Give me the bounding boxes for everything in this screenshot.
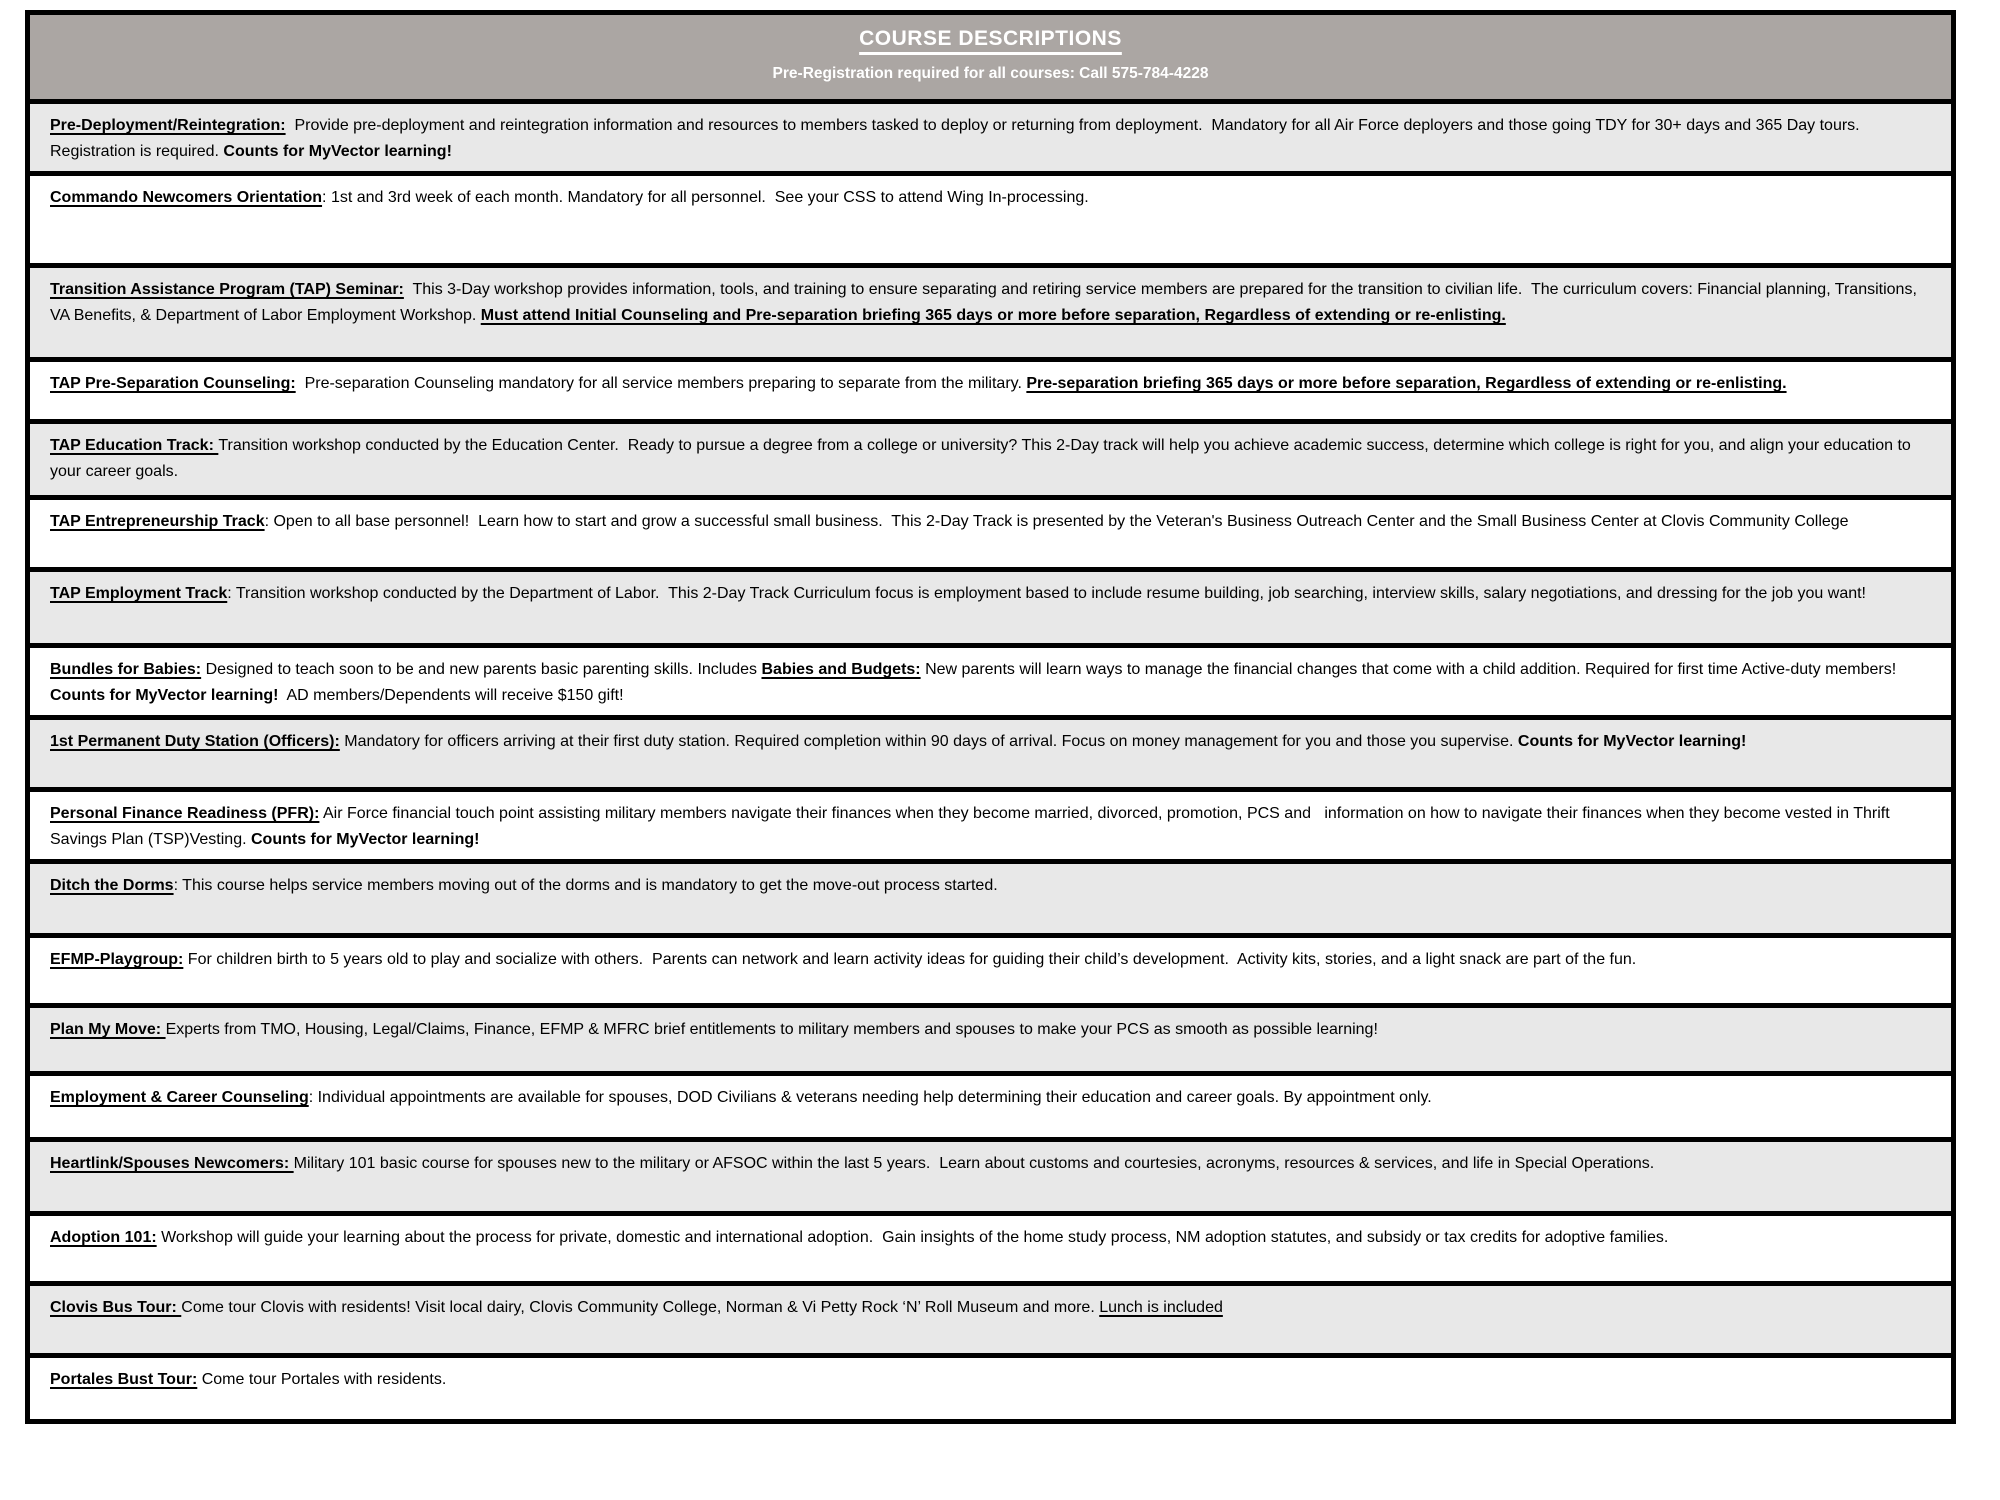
course-title: EFMP-Playgroup: bbox=[50, 951, 184, 968]
text-segment: Transition workshop conducted by the Education Center. Ready to pursue a degree from a college or university? This 2-Day track will help you achieve academic success, determine which college is right for you, and align your education to your career goals. bbox=[50, 437, 1916, 480]
course-title: Pre-separation briefing 365 days or more before separation, Regardless of extending or re-enlisting. bbox=[1026, 375, 1787, 392]
text-segment: Pre-separation Counseling mandatory for all service members preparing to separate from the military. bbox=[295, 375, 1027, 392]
text-segment: Workshop will guide your learning about the process for private, domestic and international adoption. Gain insights of the home study process, NM adoption statutes, and subsidy or tax credits for adoptive families. bbox=[156, 1229, 1669, 1246]
course-row-pre-deployment-reintegration bbox=[30, 99, 1951, 171]
course-description bbox=[50, 1225, 1929, 1251]
course-row-portales-bust-tour bbox=[30, 1353, 1951, 1419]
text-segment: : Transition workshop conducted by the Department of Labor. This 2-Day Track Curriculum focus is employment based to include resume building, job searching, interview skills, salary negotiations, and dressing for the job you want! bbox=[227, 585, 1866, 602]
text-segment: Air Force financial touch point assisting military members navigate their finances when they become married, divorced, promotion, PCS and information on how to navigate their finances when they become vested in Thrift Savings Plan (TSP)Vesting. bbox=[50, 805, 1895, 848]
page-title: COURSE DESCRIPTIONS bbox=[859, 27, 1122, 50]
course-description bbox=[50, 1151, 1929, 1177]
text-segment: For children birth to 5 years old to play and socialize with others. Parents can network and learn activity ideas for guiding their child’s development. Activity kits, stories, and a light snack are part of the fun. bbox=[183, 951, 1637, 968]
text-segment: Counts for MyVector learning! bbox=[250, 831, 480, 848]
text-segment: : This course helps service members moving out of the dorms and is mandatory to get the move-out process started. bbox=[173, 877, 998, 894]
course-title: Bundles for Babies: bbox=[50, 661, 202, 678]
course-row-ditch-the-dorms bbox=[30, 859, 1951, 933]
course-row-efmp-playgroup bbox=[30, 933, 1951, 1003]
course-description bbox=[50, 581, 1929, 607]
course-title: Ditch the Dorms bbox=[50, 877, 174, 894]
course-description bbox=[50, 371, 1929, 397]
text-segment: Come tour Clovis with residents! Visit local dairy, Clovis Community College, Norman & Vi Petty Rock ‘N’ Roll Museum and more. bbox=[181, 1299, 1100, 1316]
course-title: TAP Employment Track bbox=[50, 585, 228, 602]
text-segment: Designed to teach soon to be and new parents basic parenting skills. Includes bbox=[201, 661, 762, 678]
course-row-heartlink-spouses-newcomers bbox=[30, 1137, 1951, 1211]
course-description bbox=[50, 277, 1929, 329]
course-description bbox=[50, 729, 1929, 755]
course-title: TAP Education Track: bbox=[50, 437, 219, 454]
course-row-plan-my-move bbox=[30, 1003, 1951, 1071]
course-title: TAP Entrepreneurship Track bbox=[50, 513, 265, 530]
text-segment: Counts for MyVector learning! bbox=[223, 143, 452, 160]
course-row-tap-entrepreneurship-track bbox=[30, 495, 1951, 567]
course-row-clovis-bus-tour bbox=[30, 1281, 1951, 1353]
text-segment: : 1st and 3rd week of each month. Mandatory for all personnel. See your CSS to attend Wing In-processing. bbox=[322, 189, 1089, 206]
text-segment: Lunch is included bbox=[1099, 1299, 1223, 1316]
course-title: Portales Bust Tour: bbox=[50, 1371, 198, 1388]
course-description bbox=[50, 1085, 1929, 1111]
course-title: Pre-Deployment/Reintegration: bbox=[50, 117, 286, 134]
course-description bbox=[50, 947, 1929, 973]
course-row-tap-pre-separation-counseling bbox=[30, 357, 1951, 419]
text-segment: : Open to all base personnel! Learn how to start and grow a successful small business. This 2-Day Track is presented by the Veteran's Business Outreach Center and the Small Business Center at Clovis Community College bbox=[264, 513, 1849, 530]
text-segment: New parents will learn ways to manage the financial changes that come with a child addition. Required for first time Active-duty members! bbox=[920, 661, 1901, 678]
course-title: Transition Assistance Program (TAP) Seminar: bbox=[50, 281, 404, 298]
course-row-first-permanent-duty-station-officers bbox=[30, 715, 1951, 787]
course-row-personal-finance-readiness bbox=[30, 787, 1951, 859]
course-descriptions-table bbox=[25, 10, 1956, 1424]
course-description bbox=[50, 185, 1929, 211]
course-description bbox=[50, 657, 1929, 709]
course-title: Must attend Initial Counseling and Pre-separation briefing 365 days or more before separation, Regardless of extending or re-enlisting. bbox=[480, 307, 1506, 324]
course-description bbox=[50, 1367, 1929, 1393]
course-row-tap-education-track bbox=[30, 419, 1951, 495]
course-title: 1st Permanent Duty Station (Officers): bbox=[50, 733, 340, 750]
course-title: Clovis Bus Tour: bbox=[50, 1299, 182, 1316]
course-row-tap-employment-track bbox=[30, 567, 1951, 643]
course-row-commando-newcomers-orientation bbox=[30, 171, 1951, 263]
course-description bbox=[50, 113, 1929, 165]
course-row-employment-career-counseling bbox=[30, 1071, 1951, 1137]
text-segment: Counts for MyVector learning! bbox=[1517, 733, 1747, 750]
course-title: Employment & Career Counseling bbox=[50, 1089, 309, 1106]
course-description bbox=[50, 873, 1929, 899]
course-description bbox=[50, 1295, 1929, 1321]
course-title: Adoption 101: bbox=[50, 1229, 157, 1246]
course-description bbox=[50, 801, 1929, 853]
course-title: Heartlink/Spouses Newcomers: bbox=[50, 1155, 294, 1172]
course-title: Commando Newcomers Orientation bbox=[50, 189, 323, 206]
text-segment: Mandatory for officers arriving at their first duty station. Required completion within 90 days of arrival. Focus on money management for you and those you supervise. bbox=[339, 733, 1518, 750]
text-segment: Come tour Portales with residents. bbox=[197, 1371, 447, 1388]
course-row-tap-seminar bbox=[30, 263, 1951, 357]
pre-registration-note: Pre-Registration required for all courses: Call 575-784-4228 bbox=[772, 65, 1209, 82]
text-segment: Provide pre-deployment and reintegration information and resources to members tasked to deploy or returning from deployment. Mandatory for all Air Force deployers and those going TDY for 30+ days and 365 Day tours. Registration is required. bbox=[50, 117, 1865, 160]
text-segment: This 3-Day workshop provides information, tools, and training to ensure separating and retiring service members are prepared for the transition to civilian life. The curriculum covers: Financial planning, Transitions, VA Benefits, & Department of Labor Employment Workshop. bbox=[50, 281, 1926, 324]
table-header bbox=[30, 15, 1951, 99]
course-description bbox=[50, 509, 1929, 535]
course-rows bbox=[30, 99, 1951, 1419]
course-title: Personal Finance Readiness (PFR): bbox=[50, 805, 320, 822]
course-row-adoption-101 bbox=[30, 1211, 1951, 1281]
course-row-bundles-for-babies bbox=[30, 643, 1951, 715]
text-segment: AD members/Dependents will receive $150 gift! bbox=[278, 687, 624, 704]
course-description bbox=[50, 1017, 1929, 1043]
course-title: Plan My Move: bbox=[50, 1021, 166, 1038]
text-segment: Counts for MyVector learning! bbox=[50, 687, 279, 704]
text-segment: : Individual appointments are available for spouses, DOD Civilians & veterans needing help determining their education and career goals. By appointment only. bbox=[308, 1089, 1432, 1106]
course-title: TAP Pre-Separation Counseling: bbox=[50, 375, 296, 392]
course-title: Babies and Budgets: bbox=[761, 661, 921, 678]
text-segment: Experts from TMO, Housing, Legal/Claims, Finance, EFMP & MFRC brief entitlements to military members and spouses to make your PCS as smooth as possible learning! bbox=[165, 1021, 1378, 1038]
text-segment: Military 101 basic course for spouses new to the military or AFSOC within the last 5 years. Learn about customs and courtesies, acronyms, resources & services, and life in Special Operations. bbox=[293, 1155, 1655, 1172]
course-description bbox=[50, 433, 1929, 485]
